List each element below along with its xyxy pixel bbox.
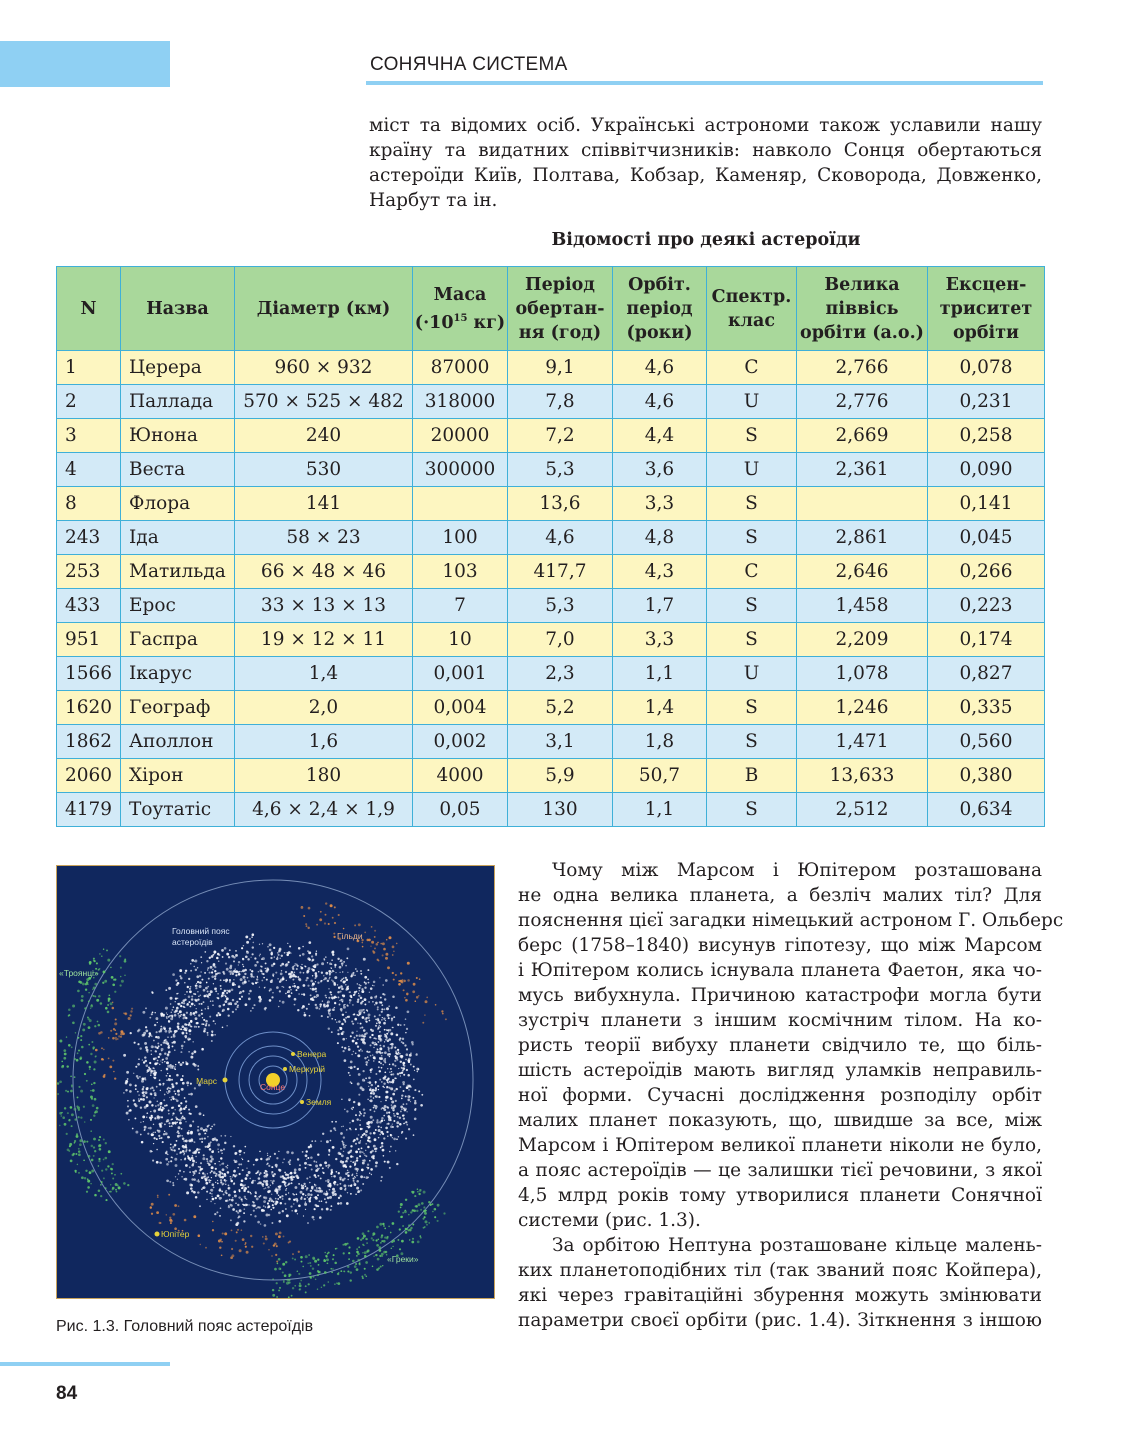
mars-dot (223, 1078, 228, 1083)
venus-dot (291, 1052, 295, 1056)
body-line: ристь теорії вибуху планети свідчило те, що біль- (518, 1035, 1042, 1056)
cell-rotation-period: 5,3 (508, 453, 613, 487)
footer-accent-bar (0, 1362, 170, 1366)
cell-spectral-class: C (707, 555, 797, 589)
cell-semi-major-axis: 2,669 (797, 419, 928, 453)
cell-semi-major-axis: 1,458 (797, 589, 928, 623)
cell-rotation-period: 9,1 (508, 351, 613, 385)
cell-mass (413, 487, 508, 521)
page-number: 84 (56, 1383, 78, 1404)
cell-eccentricity: 0,827 (928, 657, 1045, 691)
body-line: пояснення цієї загадки німецький астроном Г. Ольберс (518, 910, 1064, 931)
table-row (57, 623, 1045, 657)
trojans-left-label: «Троянці» (59, 968, 99, 978)
cell-spectral-class: S (707, 419, 797, 453)
cell-number: 951 (57, 623, 121, 657)
table-row (57, 691, 1045, 725)
cell-diameter: 530 (235, 453, 413, 487)
cell-eccentricity: 0,231 (928, 385, 1045, 419)
cell-diameter: 141 (235, 487, 413, 521)
cell-orbital-period: 1,8 (613, 725, 707, 759)
cell-orbital-period: 4,6 (613, 385, 707, 419)
cell-orbital-period: 1,4 (613, 691, 707, 725)
cell-mass: 87000 (413, 351, 508, 385)
body-line: не одна велика планета, а безліч малих тіл? Для (518, 885, 1042, 906)
cell-mass: 100 (413, 521, 508, 555)
col-header-diameter: Діаметр (км) (235, 267, 413, 351)
body-line: параметри своєї орбіти (рис. 1.4). Зіткнення з іншою (518, 1310, 1042, 1331)
cell-spectral-class: S (707, 487, 797, 521)
table-row (57, 555, 1045, 589)
cell-rotation-period: 130 (508, 793, 613, 827)
cell-eccentricity: 0,266 (928, 555, 1045, 589)
body-line: ких планетоподібних тіл (так званий пояс Койпера), (518, 1260, 1042, 1281)
cell-mass: 10 (413, 623, 508, 657)
cell-mass: 20000 (413, 419, 508, 453)
table-row (57, 385, 1045, 419)
body-line: ної форми. Сучасні дослідження розподілу орбіт (518, 1085, 1042, 1106)
cell-diameter: 240 (235, 419, 413, 453)
cell-spectral-class: U (707, 385, 797, 419)
trojans-right-label: «Греки» (387, 1254, 419, 1264)
belt-label-line1: Головний пояс (172, 926, 230, 936)
cell-orbital-period: 4,8 (613, 521, 707, 555)
cell-orbital-period: 1,1 (613, 657, 707, 691)
cell-eccentricity: 0,258 (928, 419, 1045, 453)
cell-diameter: 960 × 932 (235, 351, 413, 385)
cell-diameter: 180 (235, 759, 413, 793)
cell-number: 433 (57, 589, 121, 623)
table-row (57, 589, 1045, 623)
body-line: шість астероїдів мають вигляд уламків неправиль- (518, 1060, 1042, 1081)
table-row (57, 725, 1045, 759)
cell-orbital-period: 4,6 (613, 351, 707, 385)
cell-orbital-period: 1,7 (613, 589, 707, 623)
col-header-n: N (57, 267, 121, 351)
asteroid-belt-figure (56, 865, 495, 1299)
cell-name: Іда (121, 521, 235, 555)
body-line: мусь вибухнула. Причиною катастрофи могла бути (518, 985, 1042, 1006)
cell-eccentricity: 0,141 (928, 487, 1045, 521)
cell-spectral-class: S (707, 691, 797, 725)
cell-semi-major-axis: 2,861 (797, 521, 928, 555)
cell-mass: 0,002 (413, 725, 508, 759)
hildas-label: Гільди (337, 931, 363, 941)
cell-name: Юнона (121, 419, 235, 453)
cell-number: 253 (57, 555, 121, 589)
cell-diameter: 58 × 23 (235, 521, 413, 555)
header-rule (366, 81, 1043, 85)
col-header-eccentricity: Ексцен- триситет орбіти (928, 267, 1045, 351)
cell-diameter: 2,0 (235, 691, 413, 725)
cell-rotation-period: 7,8 (508, 385, 613, 419)
cell-eccentricity: 0,078 (928, 351, 1045, 385)
belt-label-line2: астероїдів (172, 937, 213, 947)
table-row (57, 487, 1045, 521)
cell-semi-major-axis: 2,209 (797, 623, 928, 657)
body-line: берс (1758–1840) висунув гіпотезу, що між Марсом (518, 935, 1042, 956)
cell-semi-major-axis: 2,512 (797, 793, 928, 827)
body-paragraph (518, 858, 1064, 1333)
cell-spectral-class: S (707, 623, 797, 657)
intro-line: Нарбут та ін. (369, 190, 498, 211)
cell-eccentricity: 0,560 (928, 725, 1045, 759)
cell-rotation-period: 13,6 (508, 487, 613, 521)
cell-name: Веста (121, 453, 235, 487)
cell-eccentricity: 0,223 (928, 589, 1045, 623)
cell-name: Аполлон (121, 725, 235, 759)
cell-name: Ерос (121, 589, 235, 623)
cell-rotation-period: 5,9 (508, 759, 613, 793)
cell-mass: 0,004 (413, 691, 508, 725)
cell-orbital-period: 4,3 (613, 555, 707, 589)
cell-orbital-period: 3,3 (613, 623, 707, 657)
header-accent-bar (0, 41, 170, 87)
cell-semi-major-axis: 2,646 (797, 555, 928, 589)
cell-number: 3 (57, 419, 121, 453)
body-line: а пояс астероїдів — це залишки тієї речовини, з якої (518, 1160, 1042, 1181)
body-line: які через гравітаційні збурення можуть змінювати (518, 1285, 1042, 1306)
table-row (57, 793, 1045, 827)
cell-diameter: 33 × 13 × 13 (235, 589, 413, 623)
intro-line: міст та відомих осіб. Українські астрономи також уславили нашу (369, 115, 1042, 136)
cell-spectral-class: S (707, 521, 797, 555)
cell-spectral-class: U (707, 657, 797, 691)
cell-mass: 318000 (413, 385, 508, 419)
table-row (57, 351, 1045, 385)
cell-diameter: 1,4 (235, 657, 413, 691)
body-line: За орбітою Нептуна розташоване кільце малень- (552, 1235, 1042, 1256)
col-header-spectral-class: Спектр. клас (707, 267, 797, 351)
table-row (57, 453, 1045, 487)
body-line: Марсом і Юпітером великої планети ніколи не було, (518, 1135, 1042, 1156)
venus-label: Венера (297, 1049, 327, 1059)
cell-number: 1620 (57, 691, 121, 725)
cell-mass: 4000 (413, 759, 508, 793)
body-line: Чому між Марсом і Юпітером розташована (552, 860, 1042, 881)
body-line: зустріч планети з іншим космічним тілом. На ко- (518, 1010, 1042, 1031)
cell-name: Ікарус (121, 657, 235, 691)
cell-rotation-period: 3,1 (508, 725, 613, 759)
cell-name: Хірон (121, 759, 235, 793)
table-row (57, 521, 1045, 555)
jupiter-dot (155, 1232, 160, 1237)
cell-name: Матильда (121, 555, 235, 589)
mercury-label: Меркурій (289, 1064, 325, 1074)
cell-name: Тоутатіс (121, 793, 235, 827)
cell-name: Географ (121, 691, 235, 725)
jupiter-label: Юпітер (161, 1229, 190, 1239)
cell-number: 8 (57, 487, 121, 521)
cell-number: 2060 (57, 759, 121, 793)
cell-rotation-period: 5,2 (508, 691, 613, 725)
asteroid-table (56, 266, 1045, 827)
col-header-semi-major-axis: Велика піввісь орбіти (а.о.) (797, 267, 928, 351)
table-caption: Відомості про деякі астероїди (551, 230, 861, 250)
cell-spectral-class: B (707, 759, 797, 793)
cell-eccentricity: 0,634 (928, 793, 1045, 827)
intro-paragraph (369, 113, 1042, 213)
cell-diameter: 4,6 × 2,4 × 1,9 (235, 793, 413, 827)
cell-name: Церера (121, 351, 235, 385)
col-header-orbital-period: Орбіт. період (роки) (613, 267, 707, 351)
cell-name: Флора (121, 487, 235, 521)
cell-orbital-period: 50,7 (613, 759, 707, 793)
cell-mass: 103 (413, 555, 508, 589)
cell-semi-major-axis: 1,078 (797, 657, 928, 691)
cell-mass: 300000 (413, 453, 508, 487)
cell-diameter: 66 × 48 × 46 (235, 555, 413, 589)
cell-semi-major-axis: 1,471 (797, 725, 928, 759)
cell-number: 1566 (57, 657, 121, 691)
cell-number: 4179 (57, 793, 121, 827)
cell-number: 1862 (57, 725, 121, 759)
asteroid-belt-diagram (57, 866, 494, 1298)
cell-semi-major-axis (797, 487, 928, 521)
cell-rotation-period: 7,2 (508, 419, 613, 453)
cell-rotation-period: 5,3 (508, 589, 613, 623)
col-header-mass: Маса ($\cdot 10^{15}$ кг) (413, 267, 508, 351)
cell-eccentricity: 0,380 (928, 759, 1045, 793)
cell-mass: 0,05 (413, 793, 508, 827)
cell-eccentricity: 0,174 (928, 623, 1045, 657)
body-line: 4,5 млрд років тому утворилися планети Сонячної (518, 1185, 1042, 1206)
cell-semi-major-axis: 2,766 (797, 351, 928, 385)
figure-caption: Рис. 1.3. Головний пояс астероїдів (56, 1318, 314, 1335)
cell-name: Паллада (121, 385, 235, 419)
cell-rotation-period: 2,3 (508, 657, 613, 691)
cell-semi-major-axis: 13,633 (797, 759, 928, 793)
cell-orbital-period: 4,4 (613, 419, 707, 453)
cell-rotation-period: 7,0 (508, 623, 613, 657)
cell-orbital-period: 3,3 (613, 487, 707, 521)
cell-eccentricity: 0,045 (928, 521, 1045, 555)
cell-mass: 0,001 (413, 657, 508, 691)
sun-label: Сонце (260, 1082, 286, 1092)
col-header-name: Назва (121, 267, 235, 351)
cell-eccentricity: 0,090 (928, 453, 1045, 487)
intro-line: астероїди Київ, Полтава, Кобзар, Каменяр, Сковорода, Довженко, (369, 165, 1042, 186)
col-header-rotation-period: Період обертан- ня (год) (508, 267, 613, 351)
cell-spectral-class: S (707, 793, 797, 827)
body-line: системи (рис. 1.3). (518, 1210, 701, 1231)
mercury-dot (283, 1067, 287, 1071)
cell-semi-major-axis: 1,246 (797, 691, 928, 725)
cell-number: 243 (57, 521, 121, 555)
table-header-row (57, 267, 1045, 351)
cell-rotation-period: 4,6 (508, 521, 613, 555)
cell-orbital-period: 1,1 (613, 793, 707, 827)
cell-semi-major-axis: 2,776 (797, 385, 928, 419)
table-row (57, 759, 1045, 793)
table-row (57, 419, 1045, 453)
cell-diameter: 19 × 12 × 11 (235, 623, 413, 657)
body-line: малих планет показують, що, швидше за все, між (518, 1110, 1042, 1131)
cell-rotation-period: 417,7 (508, 555, 613, 589)
running-header: СОНЯЧНА СИСТЕМА (370, 54, 568, 75)
intro-line: країну та видатних співвітчизників: навколо Сонця обертаються (369, 140, 1042, 161)
cell-spectral-class: C (707, 351, 797, 385)
mars-label: Марс (196, 1076, 217, 1086)
body-line: і Юпітером колись існувала планета Фаетон, яка чо- (518, 960, 1042, 981)
cell-semi-major-axis: 2,361 (797, 453, 928, 487)
cell-spectral-class: S (707, 589, 797, 623)
cell-spectral-class: U (707, 453, 797, 487)
table-row (57, 657, 1045, 691)
cell-number: 4 (57, 453, 121, 487)
cell-number: 1 (57, 351, 121, 385)
cell-mass: 7 (413, 589, 508, 623)
earth-label: Земля (306, 1097, 332, 1107)
cell-eccentricity: 0,335 (928, 691, 1045, 725)
cell-spectral-class: S (707, 725, 797, 759)
cell-number: 2 (57, 385, 121, 419)
cell-diameter: 570 × 525 × 482 (235, 385, 413, 419)
cell-diameter: 1,6 (235, 725, 413, 759)
earth-dot (300, 1100, 304, 1104)
cell-name: Гаспра (121, 623, 235, 657)
cell-orbital-period: 3,6 (613, 453, 707, 487)
